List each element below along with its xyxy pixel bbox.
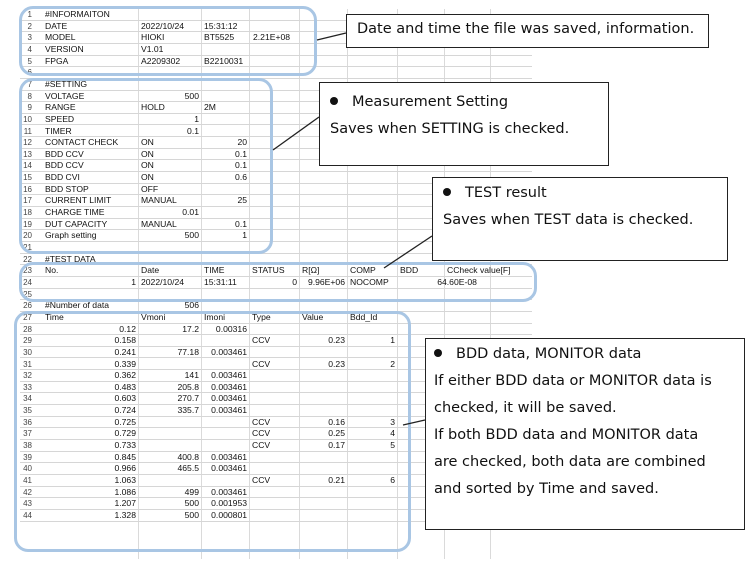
- bullet-icon: [434, 349, 442, 357]
- cell[interactable]: 0.1: [235, 148, 247, 159]
- cell[interactable]: 15:31:11: [204, 276, 237, 287]
- cell[interactable]: NOCOMP: [350, 276, 389, 287]
- cell[interactable]: 0.25: [328, 428, 345, 439]
- cell[interactable]: 4.60E-08: [442, 276, 477, 287]
- cell[interactable]: 1.063: [114, 475, 136, 485]
- cell[interactable]: 2: [390, 358, 395, 369]
- row-number: 44: [23, 510, 32, 520]
- cell[interactable]: RANGE: [45, 102, 76, 113]
- row-number: 42: [23, 487, 32, 497]
- bdd-callout-line: checked, it will be saved.: [434, 400, 617, 416]
- cell[interactable]: CHARGE TIME: [45, 207, 105, 218]
- cell[interactable]: #Number of data: [45, 300, 110, 311]
- cell[interactable]: TIME: [204, 265, 225, 276]
- cell[interactable]: 0.6: [235, 172, 247, 183]
- cell[interactable]: 0.23: [328, 335, 345, 346]
- cell[interactable]: CCV: [252, 358, 271, 369]
- bullet-icon: [443, 188, 451, 196]
- cell[interactable]: 2M: [204, 102, 216, 113]
- row-number: 21: [23, 243, 32, 252]
- cell[interactable]: HIOKI: [141, 32, 165, 43]
- cell[interactable]: BDD STOP: [45, 183, 89, 194]
- row-number: 26: [23, 301, 32, 311]
- row-number: 27: [23, 312, 32, 322]
- row-number: 37: [23, 429, 32, 439]
- cell[interactable]: V1.01: [141, 43, 164, 54]
- row-number: 22: [23, 254, 32, 264]
- cell[interactable]: 1: [131, 276, 136, 287]
- cell[interactable]: 6: [437, 276, 442, 287]
- cell[interactable]: 0.01: [182, 207, 199, 218]
- cell[interactable]: 0.729: [114, 428, 136, 439]
- cell[interactable]: 499: [184, 486, 199, 497]
- bullet-icon: [330, 97, 338, 105]
- cell[interactable]: 5: [390, 440, 395, 451]
- cell[interactable]: 0.000801: [211, 509, 247, 520]
- cell[interactable]: 17.2: [182, 323, 199, 334]
- row-number: 14: [23, 161, 32, 171]
- cell[interactable]: 500: [184, 230, 199, 241]
- bdd-callout-line: If either BDD data or MONITOR data is: [434, 373, 712, 389]
- row-number: 33: [23, 382, 32, 392]
- row-number: 15: [23, 173, 32, 183]
- cell[interactable]: CCV: [252, 428, 271, 439]
- row-number: 32: [23, 371, 32, 381]
- row-number: 7: [27, 79, 32, 89]
- cell[interactable]: Imoni: [204, 311, 226, 322]
- cell[interactable]: 0.158: [114, 335, 136, 346]
- row-number: 28: [23, 324, 32, 334]
- cell[interactable]: CCV: [252, 335, 271, 346]
- row-number: 38: [23, 441, 32, 451]
- cell[interactable]: Vmoni: [141, 311, 166, 322]
- row-number: 8: [27, 91, 32, 101]
- cell[interactable]: 0.003461: [211, 346, 247, 357]
- row-number: 3: [27, 33, 32, 43]
- cell[interactable]: 1.207: [114, 498, 136, 509]
- cell[interactable]: 2022/10/24: [141, 276, 185, 287]
- row-number: 31: [23, 359, 32, 369]
- cell[interactable]: 25: [237, 195, 247, 206]
- cell[interactable]: Type: [252, 311, 271, 322]
- cell[interactable]: 77.18: [177, 346, 199, 357]
- cell[interactable]: ON: [141, 137, 154, 148]
- cell[interactable]: 6: [390, 475, 395, 485]
- cell[interactable]: ON: [141, 148, 154, 159]
- cell[interactable]: 141: [184, 370, 199, 381]
- row-number: 30: [23, 347, 32, 357]
- bdd-callout-line: and sorted by Time and saved.: [434, 481, 659, 497]
- cell[interactable]: 2022/10/24: [141, 20, 185, 31]
- cell[interactable]: 0.12: [119, 323, 136, 334]
- cell[interactable]: 0.003461: [211, 393, 247, 404]
- cell[interactable]: 1: [390, 335, 395, 346]
- row-number: 10: [23, 114, 32, 124]
- cell[interactable]: R[Ω]: [302, 265, 320, 276]
- row-number: 16: [23, 184, 32, 194]
- cell[interactable]: CONTACT CHECK: [45, 137, 119, 148]
- cell[interactable]: 0.16: [328, 416, 345, 427]
- row-number: 2: [27, 21, 32, 31]
- cell[interactable]: 0.1: [235, 218, 247, 229]
- cell[interactable]: 4: [390, 428, 395, 439]
- test-callout-desc: Saves when TEST data is checked.: [443, 212, 694, 228]
- cell[interactable]: MANUAL: [141, 195, 177, 206]
- row-number: 12: [23, 138, 32, 148]
- cell[interactable]: 400.8: [177, 451, 199, 462]
- cell[interactable]: 0.339: [114, 358, 136, 369]
- cell[interactable]: 0.001953: [211, 498, 247, 509]
- cell[interactable]: Time: [45, 311, 64, 322]
- setting-callout-desc: Saves when SETTING is checked.: [330, 121, 570, 137]
- cell[interactable]: BDD CCV: [45, 160, 84, 171]
- row-number: 11: [23, 126, 32, 136]
- cell[interactable]: CCV: [252, 416, 271, 427]
- cell[interactable]: TIMER: [45, 125, 72, 136]
- cell[interactable]: 335.7: [177, 405, 199, 416]
- cell[interactable]: #TEST DATA: [45, 253, 96, 264]
- info-callout: [346, 14, 709, 48]
- cell[interactable]: 0.23: [328, 358, 345, 369]
- cell[interactable]: 0.003461: [211, 463, 247, 474]
- cell[interactable]: HOLD: [141, 102, 165, 113]
- bdd-callout-line: are checked, both data are combined: [434, 454, 706, 470]
- cell[interactable]: 500: [184, 90, 199, 101]
- cell[interactable]: ON: [141, 160, 154, 171]
- setting-callout-title: Measurement Setting: [330, 89, 608, 116]
- cell[interactable]: 1: [242, 230, 247, 241]
- row-number: 17: [23, 196, 32, 206]
- cell[interactable]: 500: [184, 509, 199, 520]
- cell[interactable]: #INFORMAITON: [45, 9, 110, 19]
- row-number: 39: [23, 452, 32, 462]
- test-callout-title: TEST result: [443, 180, 727, 207]
- row-number: 19: [23, 219, 32, 229]
- cell[interactable]: 0.003461: [211, 405, 247, 416]
- cell[interactable]: BDD CCV: [45, 148, 84, 159]
- cell[interactable]: 0.00316: [215, 323, 247, 334]
- setting-callout: [319, 82, 609, 166]
- cell[interactable]: 20: [237, 137, 247, 148]
- cell[interactable]: 0.003461: [211, 451, 247, 462]
- cell[interactable]: 9.96E+06: [307, 276, 345, 287]
- cell[interactable]: SPEED: [45, 113, 75, 124]
- row-number: 5: [27, 56, 32, 66]
- cell[interactable]: CCheck value[F]: [447, 265, 511, 276]
- row-number: 41: [23, 476, 32, 485]
- cell[interactable]: BDD CVI: [45, 172, 80, 183]
- cell[interactable]: DATE: [45, 20, 68, 31]
- row-number: 35: [23, 406, 32, 416]
- cell[interactable]: 506: [184, 300, 199, 311]
- cell[interactable]: MANUAL: [141, 218, 177, 229]
- cell[interactable]: 3: [390, 416, 395, 427]
- cell[interactable]: 0.845: [114, 451, 136, 462]
- cell[interactable]: 0.003461: [211, 370, 247, 381]
- test-callout: [432, 177, 728, 261]
- row-number: 4: [27, 44, 32, 54]
- cell[interactable]: OFF: [141, 183, 159, 194]
- cell[interactable]: CURRENT LIMIT: [45, 195, 112, 206]
- row-number: 9: [27, 103, 32, 113]
- cell[interactable]: STATUS: [252, 265, 285, 276]
- row-number: 13: [23, 149, 32, 159]
- cell[interactable]: 0.17: [328, 440, 345, 451]
- row-number: 24: [23, 277, 32, 287]
- cell[interactable]: 1.328: [114, 509, 136, 520]
- cell[interactable]: BT5525: [204, 32, 235, 43]
- cell[interactable]: 500: [184, 498, 199, 509]
- cell[interactable]: FPGA: [45, 55, 69, 66]
- row-number: 20: [23, 231, 32, 241]
- cell[interactable]: B2210031: [204, 55, 244, 66]
- row-number: 43: [23, 499, 32, 509]
- cell[interactable]: DUT CAPACITY: [45, 218, 108, 229]
- cell[interactable]: 0.241: [114, 346, 136, 357]
- cell[interactable]: MODEL: [45, 32, 76, 43]
- cell[interactable]: Bdd_Id: [350, 311, 378, 322]
- row-number: 40: [23, 464, 32, 474]
- cell[interactable]: 0.003461: [211, 381, 247, 392]
- cell[interactable]: 15:31:12: [204, 20, 238, 31]
- cell[interactable]: CCV: [252, 440, 271, 451]
- cell[interactable]: 0.966: [114, 463, 136, 474]
- bdd-callout-line: If both BDD data and MONITOR data: [434, 427, 699, 443]
- cell[interactable]: VERSION: [45, 43, 84, 54]
- cell[interactable]: No.: [45, 265, 59, 276]
- cell[interactable]: 0.21: [328, 475, 345, 485]
- cell[interactable]: A2209302: [141, 55, 181, 66]
- cell[interactable]: CCV: [252, 475, 271, 485]
- cell[interactable]: Value: [302, 311, 324, 322]
- row-number: 18: [23, 208, 32, 218]
- cell[interactable]: 0.725: [114, 416, 136, 427]
- row-number: 23: [23, 266, 32, 276]
- cell[interactable]: 270.7: [177, 393, 199, 404]
- cell[interactable]: 0.603: [114, 393, 136, 404]
- cell[interactable]: #SETTING: [45, 78, 88, 89]
- cell[interactable]: 2.21E+08: [253, 32, 291, 43]
- cell[interactable]: BDD: [400, 265, 419, 276]
- cell[interactable]: Graph setting: [45, 230, 97, 241]
- cell[interactable]: Date: [141, 265, 160, 276]
- row-number: 36: [23, 417, 32, 427]
- cell[interactable]: 1.086: [114, 486, 136, 497]
- cell[interactable]: 0.1: [187, 125, 199, 136]
- row-number: 34: [23, 394, 32, 404]
- cell[interactable]: 0.003461: [211, 486, 247, 497]
- cell[interactable]: 0.733: [114, 440, 136, 451]
- cell[interactable]: COMP: [350, 265, 376, 276]
- cell[interactable]: 205.8: [177, 381, 199, 392]
- cell[interactable]: VOLTAGE: [45, 90, 85, 101]
- bdd-monitor-callout: [425, 338, 745, 530]
- cell[interactable]: 0.1: [235, 160, 247, 171]
- row-number: 1: [27, 10, 32, 19]
- cell[interactable]: 0.362: [114, 370, 136, 381]
- row-number: 6: [27, 68, 32, 78]
- cell[interactable]: 465.5: [177, 463, 199, 474]
- cell[interactable]: 1: [194, 113, 199, 124]
- row-number: 25: [23, 289, 32, 299]
- bdd-callout-title: BDD data, MONITOR data: [434, 341, 744, 368]
- cell[interactable]: 0: [292, 276, 297, 287]
- row-number: 29: [23, 336, 32, 346]
- cell[interactable]: 0.724: [114, 405, 136, 416]
- cell[interactable]: 0.483: [114, 381, 136, 392]
- info-callout-text: Date and time the file was saved, information.: [357, 21, 695, 37]
- cell[interactable]: ON: [141, 172, 154, 183]
